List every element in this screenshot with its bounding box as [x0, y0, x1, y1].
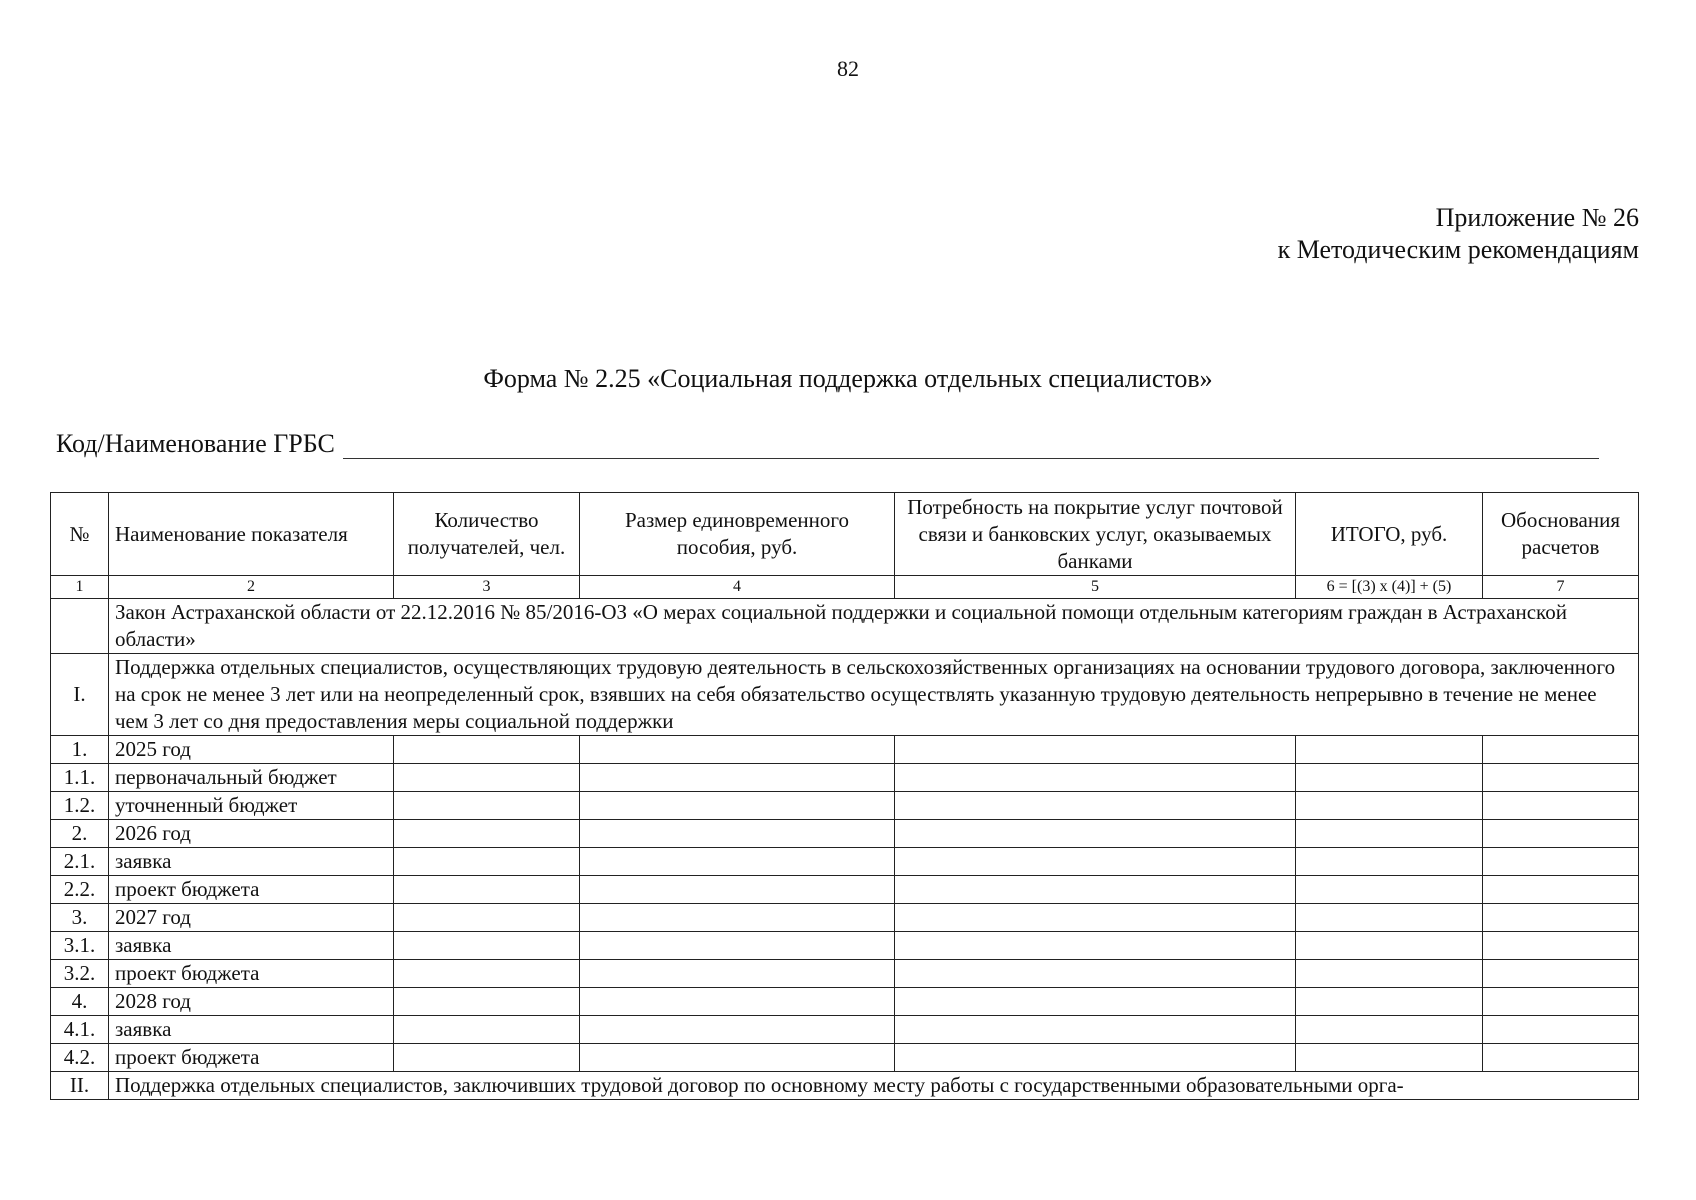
table-row — [51, 792, 1639, 820]
empty-value-cell[interactable] — [394, 848, 580, 876]
empty-value-cell[interactable] — [895, 736, 1296, 764]
empty-value-cell[interactable] — [1483, 848, 1639, 876]
empty-value-cell[interactable] — [895, 1044, 1296, 1072]
empty-value-cell[interactable] — [895, 848, 1296, 876]
header-justification: Обоснования расчетов — [1483, 493, 1639, 576]
empty-value-cell[interactable] — [580, 1044, 895, 1072]
law-number-cell — [51, 599, 109, 654]
header-number: № — [51, 493, 109, 576]
empty-value-cell[interactable] — [895, 960, 1296, 988]
empty-value-cell[interactable] — [580, 988, 895, 1016]
column-number: 7 — [1483, 576, 1639, 599]
empty-value-cell[interactable] — [580, 848, 895, 876]
section-row — [51, 654, 1639, 736]
empty-value-cell[interactable] — [394, 988, 580, 1016]
empty-value-cell[interactable] — [895, 792, 1296, 820]
header-allowance-size: Размер единовременного пособия, руб. — [580, 493, 895, 576]
empty-value-cell[interactable] — [394, 932, 580, 960]
table-row — [51, 932, 1639, 960]
header-postal-banking-costs: Потребность на покрытие услуг почтовой связи и банковских услуг, оказываемых банками — [895, 493, 1296, 576]
empty-value-cell[interactable] — [580, 820, 895, 848]
table-row — [51, 764, 1639, 792]
empty-value-cell[interactable] — [1296, 904, 1483, 932]
column-number: 1 — [51, 576, 109, 599]
table-row — [51, 960, 1639, 988]
empty-value-cell[interactable] — [580, 932, 895, 960]
empty-value-cell[interactable] — [580, 736, 895, 764]
row-number: 4.2. — [51, 1044, 109, 1072]
column-number: 4 — [580, 576, 895, 599]
row-number: 4.1. — [51, 1016, 109, 1044]
column-number: 2 — [109, 576, 394, 599]
appendix-number: Приложение № 26 — [1435, 203, 1639, 232]
empty-value-cell[interactable] — [1296, 1044, 1483, 1072]
empty-value-cell[interactable] — [895, 820, 1296, 848]
empty-value-cell[interactable] — [1296, 764, 1483, 792]
empty-value-cell[interactable] — [895, 904, 1296, 932]
empty-value-cell[interactable] — [895, 876, 1296, 904]
table-row — [51, 1016, 1639, 1044]
row-number: 3.2. — [51, 960, 109, 988]
section-row — [51, 1072, 1639, 1100]
empty-value-cell[interactable] — [1483, 736, 1639, 764]
table-row — [51, 876, 1639, 904]
empty-value-cell[interactable] — [1296, 960, 1483, 988]
empty-value-cell[interactable] — [895, 764, 1296, 792]
row-indicator-name: 2025 год — [109, 736, 394, 764]
row-indicator-name: 2027 год — [109, 904, 394, 932]
empty-value-cell[interactable] — [1296, 820, 1483, 848]
table-row — [51, 820, 1639, 848]
section-text: Поддержка отдельных специалистов, заключивших трудовой договор по основному месту работы с государственными образовательными орга- — [109, 1072, 1639, 1100]
empty-value-cell[interactable] — [895, 988, 1296, 1016]
grbs-field — [56, 428, 1599, 459]
row-indicator-name: 2028 год — [109, 988, 394, 1016]
empty-value-cell[interactable] — [1483, 988, 1639, 1016]
appendix-subtitle: к Методическим рекомендациям — [1277, 235, 1639, 264]
row-indicator-name: уточненный бюджет — [109, 792, 394, 820]
empty-value-cell[interactable] — [1483, 904, 1639, 932]
empty-value-cell[interactable] — [580, 764, 895, 792]
empty-value-cell[interactable] — [895, 932, 1296, 960]
empty-value-cell[interactable] — [394, 792, 580, 820]
row-indicator-name: первоначальный бюджет — [109, 764, 394, 792]
row-indicator-name: проект бюджета — [109, 960, 394, 988]
header-recipients-count: Количество получателей, чел. — [394, 493, 580, 576]
law-row — [51, 599, 1639, 654]
empty-value-cell[interactable] — [394, 960, 580, 988]
grbs-label: Код/Наименование ГРБС — [56, 429, 335, 458]
table-row — [51, 848, 1639, 876]
law-title: Закон Астраханской области от 22.12.2016 № 85/2016-ОЗ «О мерах социальной поддержки и социальной помощи отдельным категориям граждан в Астраханской области» — [109, 599, 1639, 654]
empty-value-cell[interactable] — [394, 1044, 580, 1072]
empty-value-cell[interactable] — [580, 792, 895, 820]
appendix-reference — [1278, 202, 1639, 266]
table-row — [51, 736, 1639, 764]
empty-value-cell[interactable] — [1296, 932, 1483, 960]
row-number: 3. — [51, 904, 109, 932]
table-row — [51, 904, 1639, 932]
table-row — [51, 988, 1639, 1016]
section-number: II. — [51, 1072, 109, 1100]
column-number: 3 — [394, 576, 580, 599]
empty-value-cell[interactable] — [580, 960, 895, 988]
row-number: 1. — [51, 736, 109, 764]
table-header-row — [51, 493, 1639, 576]
row-indicator-name: проект бюджета — [109, 876, 394, 904]
table-row — [51, 1044, 1639, 1072]
header-total: ИТОГО, руб. — [1296, 493, 1483, 576]
empty-value-cell[interactable] — [580, 904, 895, 932]
empty-value-cell[interactable] — [1483, 792, 1639, 820]
empty-value-cell[interactable] — [1483, 764, 1639, 792]
row-number: 3.1. — [51, 932, 109, 960]
empty-value-cell[interactable] — [1296, 876, 1483, 904]
empty-value-cell[interactable] — [394, 904, 580, 932]
section-text: Поддержка отдельных специалистов, осуществляющих трудовую деятельность в сельскохозяйственных организациях на основании трудового договора, заключенного на срок не менее 3 лет или на неопределенный срок, взявших на себя обязательство осуществлять указанную трудовую деятельность непрерывно в течение не менее чем 3 лет со дня предоставления меры социальной поддержки — [109, 654, 1639, 736]
column-number-row — [51, 576, 1639, 599]
form-table — [50, 492, 1639, 1100]
column-number: 5 — [895, 576, 1296, 599]
empty-value-cell[interactable] — [394, 1016, 580, 1044]
empty-value-cell[interactable] — [1296, 1016, 1483, 1044]
row-number: 1.2. — [51, 792, 109, 820]
page-number: 82 — [837, 56, 859, 81]
row-number: 4. — [51, 988, 109, 1016]
empty-value-cell[interactable] — [1296, 848, 1483, 876]
empty-value-cell[interactable] — [394, 764, 580, 792]
empty-value-cell[interactable] — [1483, 960, 1639, 988]
row-indicator-name: 2026 год — [109, 820, 394, 848]
empty-value-cell[interactable] — [1483, 932, 1639, 960]
empty-value-cell[interactable] — [895, 1016, 1296, 1044]
form-title: Форма № 2.25 «Социальная поддержка отдельных специалистов» — [483, 364, 1213, 393]
row-indicator-name: проект бюджета — [109, 1044, 394, 1072]
empty-value-cell[interactable] — [1483, 820, 1639, 848]
row-indicator-name: заявка — [109, 932, 394, 960]
empty-value-cell[interactable] — [1483, 876, 1639, 904]
empty-value-cell[interactable] — [580, 1016, 895, 1044]
empty-value-cell[interactable] — [1296, 792, 1483, 820]
row-indicator-name: заявка — [109, 1016, 394, 1044]
row-number: 1.1. — [51, 764, 109, 792]
empty-value-cell[interactable] — [580, 876, 895, 904]
empty-value-cell[interactable] — [394, 820, 580, 848]
row-number: 2.2. — [51, 876, 109, 904]
empty-value-cell[interactable] — [1483, 1016, 1639, 1044]
empty-value-cell[interactable] — [1296, 736, 1483, 764]
row-indicator-name: заявка — [109, 848, 394, 876]
row-number: 2.1. — [51, 848, 109, 876]
empty-value-cell[interactable] — [1296, 988, 1483, 1016]
row-number: 2. — [51, 820, 109, 848]
empty-value-cell[interactable] — [394, 876, 580, 904]
grbs-blank-line — [343, 428, 1599, 459]
section-number: I. — [51, 654, 109, 736]
header-indicator-name: Наименование показателя — [109, 493, 394, 576]
column-number: 6 = [(3) x (4)] + (5) — [1296, 576, 1483, 599]
empty-value-cell[interactable] — [1483, 1044, 1639, 1072]
empty-value-cell[interactable] — [394, 736, 580, 764]
